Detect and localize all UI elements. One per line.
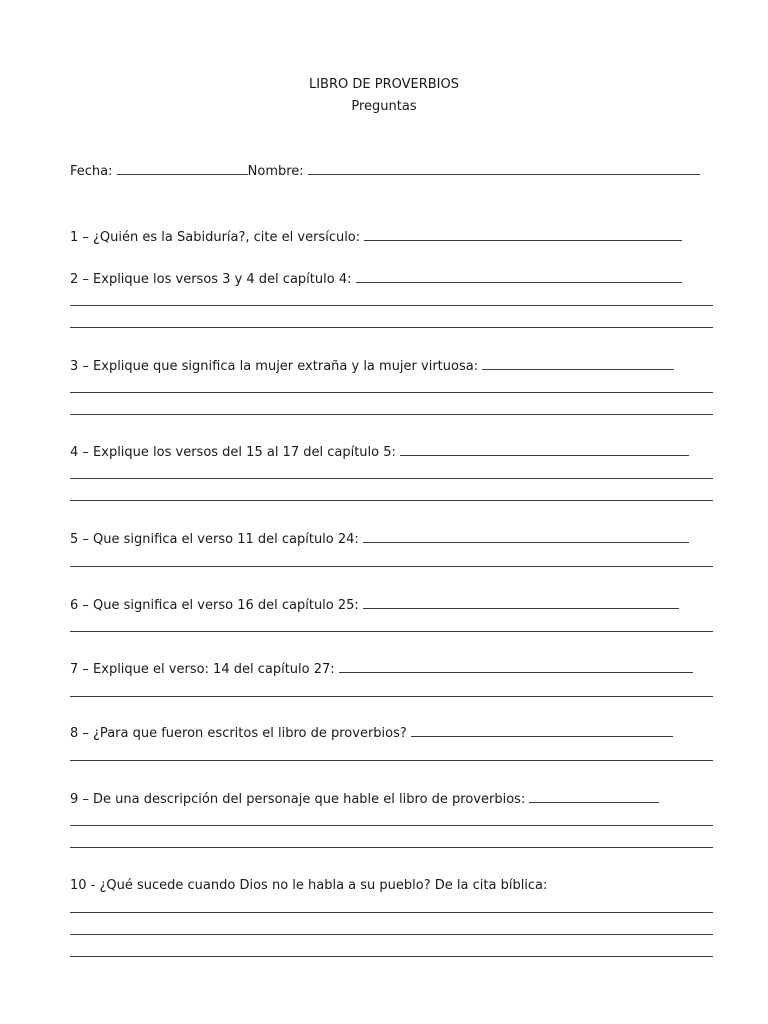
question-2-answer-blank[interactable] — [356, 270, 682, 283]
fecha-blank[interactable] — [117, 162, 248, 175]
question-3 — [70, 357, 714, 376]
question-9-answer-blank[interactable] — [529, 790, 659, 803]
question-7 — [70, 660, 714, 679]
question-3-text: 3 – Explique que significa la mujer extraña y la mujer virtuosa: — [70, 359, 479, 374]
question-1 — [70, 228, 714, 247]
fecha-label: Fecha: — [70, 164, 113, 179]
question-5-text: 5 – Que significa el verso 11 del capítulo 24: — [70, 532, 359, 547]
answer-line[interactable] — [70, 500, 713, 501]
question-8-answer-blank[interactable] — [411, 724, 673, 737]
nombre-blank[interactable] — [308, 162, 700, 175]
question-4-answer-blank[interactable] — [400, 443, 689, 456]
answer-line[interactable] — [70, 305, 713, 306]
question-8 — [70, 724, 714, 743]
question-5 — [70, 530, 714, 549]
question-10 — [70, 877, 714, 895]
question-6-answer-blank[interactable] — [363, 596, 679, 609]
question-9-text: 9 – De una descripción del personaje que hable el libro de proverbios: — [70, 792, 526, 807]
fecha-nombre-row — [70, 162, 714, 181]
question-4-text: 4 – Explique los versos del 15 al 17 del capítulo 5: — [70, 445, 396, 460]
question-2-text: 2 – Explique los versos 3 y 4 del capítulo 4: — [70, 272, 352, 287]
answer-line[interactable] — [70, 934, 713, 935]
answer-line[interactable] — [70, 825, 713, 826]
question-2 — [70, 270, 714, 289]
question-9 — [70, 790, 714, 809]
question-1-text: 1 – ¿Quién es la Sabiduría?, cite el versículo: — [70, 230, 361, 245]
answer-line[interactable] — [70, 392, 713, 393]
question-5-answer-blank[interactable] — [363, 530, 689, 543]
answer-line[interactable] — [70, 760, 713, 761]
answer-line[interactable] — [70, 956, 713, 957]
question-7-text: 7 – Explique el verso: 14 del capítulo 27: — [70, 662, 335, 677]
question-7-answer-blank[interactable] — [339, 660, 693, 673]
question-6-text: 6 – Que significa el verso 16 del capítulo 25: — [70, 598, 359, 613]
page-subtitle: Preguntas — [351, 99, 417, 114]
answer-line[interactable] — [70, 327, 713, 328]
question-4 — [70, 443, 714, 462]
answer-line[interactable] — [70, 631, 713, 632]
answer-line[interactable] — [70, 478, 713, 479]
question-10-text: 10 - ¿Qué sucede cuando Dios no le habla a su pueblo? De la cita bíblica: — [70, 878, 548, 893]
nombre-label: Nombre: — [247, 164, 304, 179]
answer-line[interactable] — [70, 566, 713, 567]
answer-line[interactable] — [70, 847, 713, 848]
page-title: LIBRO DE PROVERBIOS — [308, 77, 459, 92]
answer-line[interactable] — [70, 912, 713, 913]
question-3-answer-blank[interactable] — [482, 357, 674, 370]
answer-line[interactable] — [70, 414, 713, 415]
answer-line[interactable] — [70, 696, 713, 697]
question-8-text: 8 – ¿Para que fueron escritos el libro de proverbios? — [70, 726, 407, 741]
question-1-answer-blank[interactable] — [364, 228, 682, 241]
question-6 — [70, 596, 714, 615]
